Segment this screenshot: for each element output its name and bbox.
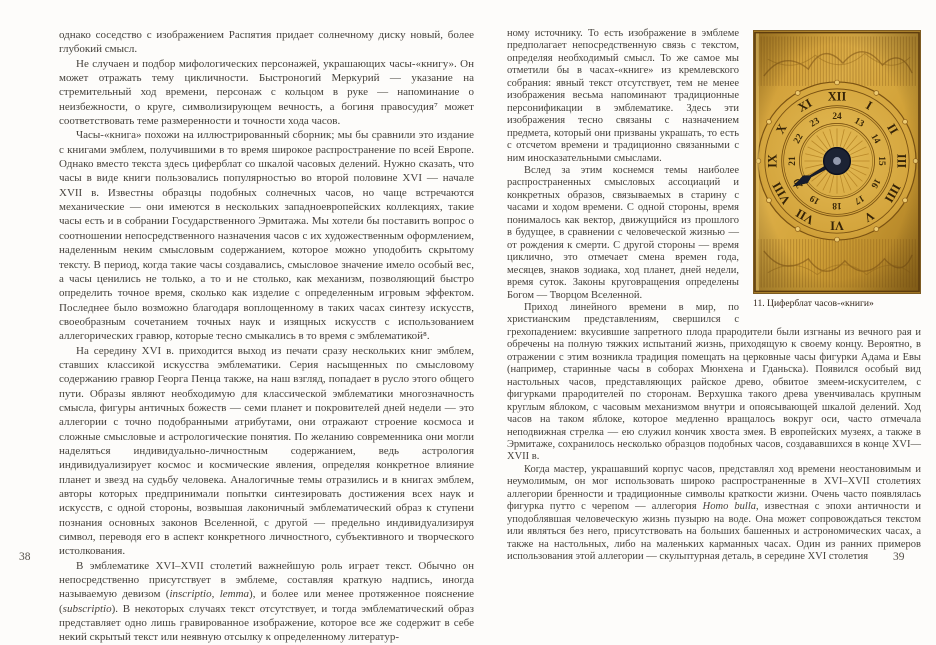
paragraph: Когда мастер, украшавший корпус часов, представлял ход времени неостановимым и неумолимым, он мог использовать широко распространенные в XVI–XVII столетиях аллегории бренности и традиционные символы краткости жизни. Очень часто появлялась фигурка путто с черепом — аллегория Homo bulla, известная с эпохи античности и уподоблявшая человеческую жизнь пузырю на воде. Она может сопровождаться текстом или являться без него, присутствовать на больших башенных и астрономических часах, а также на настольных, либо на маленьких карманных часах. Один из ранних примеров использования этой аллегории — скульптурная деталь, в середине XVI столетия	[507, 463, 921, 563]
left-page-number: 38	[19, 551, 31, 563]
paragraph: однако соседство с изображением Распятия придает солнечному диску новый, более глубокий смысл.	[59, 29, 474, 56]
left-page-text-block	[59, 28, 474, 645]
clock-dial-illustration	[753, 30, 921, 294]
paragraph: Часы-«книга» похожи на иллюстрированный сборник; мы бы сравнили это издание с книгами эмблем, получившими в то время широкое распространение по всей Европе. Однако вместо текста здесь циферблат со шкалой часовых делений. Нужно сказать, что часы в виде книги пользовались популярностью во второй половине XVI — начале XVII в. Известны образцы подобных солнечных часов, но чаще встречаются механические — они имеются в нескольких западноевропейских коллекциях, такие часы есть и в собрании Государственного Эрмитажа. Мы хотели бы поставить вопрос о соотношении непосредственного назначения часов с их художественным оформлением, наделенным неким смысловым содержанием, которое можно уподобить скрытому тексту. В период, когда такие часы создавались, смысловое значение имело особый вес, а часы ценились не только, а то и не столько, как механизм, позволяющий быстро определить точное время, сколько как изделие с определенным игровым эффектом. Последнее было возможно благодаря воплощенному в таких часах синтезу искусств, своеобразным сочетанием точных наук и изящных искусств с использованием аллегорических гравюр, которые тесно смыкались в то время с эмблематикой⁸.	[59, 129, 474, 343]
paragraph: ному источнику. То есть изображение в эмблеме предполагает непосредственную связь с текстом, определяя необходимый смысл. То же самое мы отметили бы в часах-«книге» из кремлевского собрания: явный текст отсутствует, тем не менее изображения весьма напоминают традиционные персонификации в эмблематике. Здесь эти изображения тесно связаны с назначением предмета, который они призваны украшать, то есть с отсчетом времени и традиционно связанными с ним иносказательными смыслами.	[507, 28, 739, 164]
paragraph: Приход линейного времени в мир, по христианским представлениям, свершился с грехопадением: вкусившие запретного плода прародители были изгнаны из вечного рая и обречены на полную тяжких испытаний жизнь, приходящую к своему концу. Вероятно, в отражении с этим возникла традиция помещать на церковные часы фигурки Адама и Евы (например, старинные часы в соборах Мюнхена и Гданьска). Появился особый вид настольных часов, представляющих райское древо, обвитое змеем-искусителем, с фигурками прародителей по сторонам. Верхушка такого древа увенчивалась крупным круглым яблоком, с часовым механизмом внутри и опоясывающей шкалой делений. Ход часов на таком яблоке, которое медленно вращалось вокруг оси, часто отмечала неподвижная стрелка — ею служил кончик хвоста змея. В европейских музеях, а также в Эрмитаже, сохранилось несколько образцов подобных часов, создававшихся в конце XVI—XVII в.	[507, 301, 921, 463]
figure-caption: 11. Циферблат часов-«книги»	[753, 298, 874, 309]
paragraph: Не случаен и подбор мифологических персонажей, украшающих часы-«книгу». Он может отражать тему цикличности. Быстроногий Меркурий — указание на стремительный ход времени, персонаж с кольцом в руке — напоминание о неизбежности, о круге, символизирующем вечность, а богиня правосудия⁷ может соответствовать теме размеренности и точности хода часов.	[59, 57, 474, 128]
right-page-text-block	[507, 28, 921, 563]
paragraph: Вслед за этим коснемся темы наиболее распространенных смысловых ассоциаций и конкретных образов, связываемых в старину с часами и ходом времени. С одной стороны, время понималось как вектор, движущийся из прошлого в будущее, в сравнении с человеческой жизнью — от рождения к смерти. С другой стороны — время циклично, это отмечает смена времен года, месяцев, знаков зодиака, ход планет, дней недели, время суток. Законы круговращения определены Богом — Творцом Вселенной.	[507, 164, 739, 301]
paragraph: В эмблематике XVI–XVII столетий важнейшую роль играет текст. Обычно он непосредственно присутствует в эмблеме, составляя краткую надпись, иногда называемую девизом (inscriptio, lemma), и более или менее протяженное пояснение (subscriptio). В некоторых случаях текст отсутствует, и тогда эмблематический образ представляет одно лишь гравированное изображение, которое все же содержит в себе некий скрытый текст или неявную отсылку к определенному литератур-	[59, 559, 474, 644]
paragraph: На середину XVI в. приходится выход из печати сразу нескольких книг эмблем, ставших классикой искусства эмблематики. Серия насыщенных по смысловому содержанию гравюр Георга Пенца также, на наш взгляд, попадает в русло этого общего пути. Образы являют необходимую для классической эмблематики многозначность смысла, фигуры античных божеств — семи планет и покровителей дней недели — это аллегории с точно подобранными атрибутами, они отражают строение космоса и сложные смысловые и астрологические понятия. По желанию современника они могли наделяться индивидуально-личностным содержанием, ведь астрология индивидуализирует космос и космические явления, определяя конкретное влияние планет и звезд на судьбу человека. Аналогичные темы отразились и в книгах эмблем, авторы которых предпринимали попытки синтезировать достижения всех наук и искусств, с одной стороны, возвышая лаконичный эмблематический образ к ступени познания основных законов Вселенной, с другой — предельно индивидуализируя символ, переводя его в аспект конкретного личностного, субъективного и творческого истолкования.	[59, 344, 474, 558]
right-page-number: 39	[893, 551, 905, 563]
clock-figure	[753, 30, 921, 309]
